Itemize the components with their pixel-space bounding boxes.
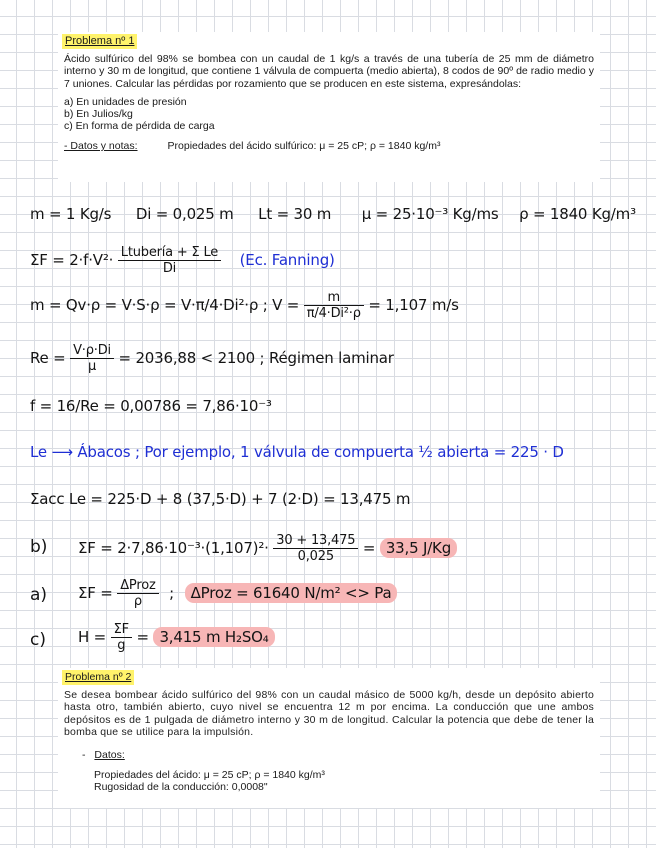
problem-2-data <box>64 749 594 793</box>
equivalent-length-note: Le ⟶ Ábacos ; Por ejemplo, 1 válvula de compuerta ½ abierta = 225 · D <box>30 443 564 461</box>
head-loss-result: 3,415 m H₂SO₄ <box>153 627 274 647</box>
energy-loss-left: ΣF = 2·7,86·10⁻³·(1,107)²· <box>78 539 269 557</box>
fanning-equation <box>30 245 335 276</box>
velocity-numerator: m <box>304 290 364 306</box>
friction-factor: f = 16/Re = 0,00786 = 7,86·10⁻³ <box>30 397 272 415</box>
option-c: c) En forma de pérdida de carga <box>64 120 215 132</box>
reynolds-equation <box>30 343 394 374</box>
energy-loss-numerator: 30 + 13,475 <box>273 533 358 549</box>
reynolds-denominator: μ <box>87 359 97 374</box>
pressure-loss-fraction <box>117 578 158 609</box>
datos-label: - Datos y notas: <box>64 140 138 152</box>
velocity-denominator: π/4·Di²·ρ <box>306 306 361 321</box>
velocity-equation <box>30 290 459 321</box>
problem-2-box <box>58 668 600 808</box>
problem-1-options <box>64 96 594 132</box>
velocity-left: m = Qv·ρ = V·S·ρ = V·π/4·Di²·ρ ; V = <box>30 296 300 314</box>
bullet-dash: - <box>82 748 86 761</box>
velocity-fraction <box>304 290 364 321</box>
pressure-loss-denominator: ρ <box>133 594 142 609</box>
acid-properties-2: Propiedades del ácido: μ = 25 cP; ρ = 1840 kg/m³ <box>94 768 325 781</box>
energy-loss-denominator: 0,025 <box>297 549 334 564</box>
problem-1-box <box>58 32 600 182</box>
reynolds-numerator: V·ρ·Di <box>70 343 114 359</box>
option-b: b) En Julios/kg <box>64 108 133 120</box>
pressure-loss-result: ΔProz = 61640 N/m² <> Pa <box>185 583 398 603</box>
label-c: c) <box>30 630 46 650</box>
pressure-loss-left: ΣF = <box>78 584 113 602</box>
head-loss-denominator: g <box>117 638 126 653</box>
fanning-note: (Ec. Fanning) <box>239 251 335 269</box>
problem-1-statement: Ácido sulfúrico del 98% se bombea con un caudal de 1 kg/s a través de una tubería de 25 mm de diámetro interno y 30 m de longitud, que contiene 1 válvula de compuerta (medio abierta), 8 codos de 90º de radio medio y 7 uniones. Calcular las pérdidas por rozamiento que se producen en este sistema, expresándolas: <box>64 52 594 90</box>
head-loss-fraction <box>111 622 132 653</box>
pipe-length: Lt = 30 m <box>258 205 332 223</box>
label-b: b) <box>30 537 48 557</box>
reynolds-left: Re = <box>30 349 66 367</box>
fanning-denominator: Di <box>162 261 177 276</box>
problem-1-data <box>64 140 594 153</box>
mass-flow: m = 1 Kg/s <box>30 205 112 223</box>
acid-properties: Propiedades del ácido sulfúrico: μ = 25 cP; ρ = 1840 kg/m³ <box>167 140 441 152</box>
head-loss-left: H = <box>78 628 107 646</box>
fanning-fraction <box>118 245 221 276</box>
option-a: a) En unidades de presión <box>64 96 187 108</box>
head-loss-equation <box>78 622 275 653</box>
equivalent-length-sum: Σacc Le = 225·D + 8 (37,5·D) + 7 (2·D) = 13,475 m <box>30 490 411 508</box>
viscosity: μ = 25·10⁻³ Kg/ms <box>361 205 499 223</box>
datos-item <box>82 749 594 761</box>
energy-loss-equals: = <box>362 539 376 557</box>
inner-diameter: Di = 0,025 m <box>135 205 234 223</box>
pipe-roughness: Rugosidad de la conducción: 0,0008" <box>94 780 268 793</box>
energy-loss-equation <box>78 533 457 564</box>
fanning-left: ΣF = 2·f·V²· <box>30 251 114 269</box>
energy-loss-result: 33,5 J/Kg <box>380 538 457 558</box>
head-loss-numerator: ΣF <box>111 622 132 638</box>
pressure-loss-separator: ; <box>169 584 175 602</box>
problem-2-title: Problema nº 2 <box>62 670 134 685</box>
problem-2-statement: Se desea bombear ácido sulfúrico del 98% con un caudal másico de 5000 kg/h, desde un depósito abierto hasta otro, también abierto, cuyo nivel se encuentra 12 m por encima. La conducción que une ambos depósitos es de 1 pulgada de diámetro interno y 30 m de longitud. Calcular la potencia que debe de tener la bomba que se utilice para la impulsión. <box>64 688 594 738</box>
energy-loss-fraction <box>273 533 358 564</box>
given-data-line <box>30 205 636 223</box>
head-loss-equals: = <box>136 628 149 646</box>
velocity-result: = 1,107 m/s <box>368 296 459 314</box>
pressure-loss-numerator: ΔProz <box>117 578 158 594</box>
fanning-numerator: Ltubería + Σ Le <box>118 245 221 261</box>
density: ρ = 1840 Kg/m³ <box>519 205 636 223</box>
problem-1-title: Problema nº 1 <box>62 34 137 49</box>
pressure-loss-equation <box>78 578 397 609</box>
label-a: a) <box>30 585 48 605</box>
reynolds-fraction <box>70 343 114 374</box>
datos-label-2: Datos: <box>94 748 125 761</box>
reynolds-result: = 2036,88 < 2100 ; Régimen laminar <box>118 349 394 367</box>
